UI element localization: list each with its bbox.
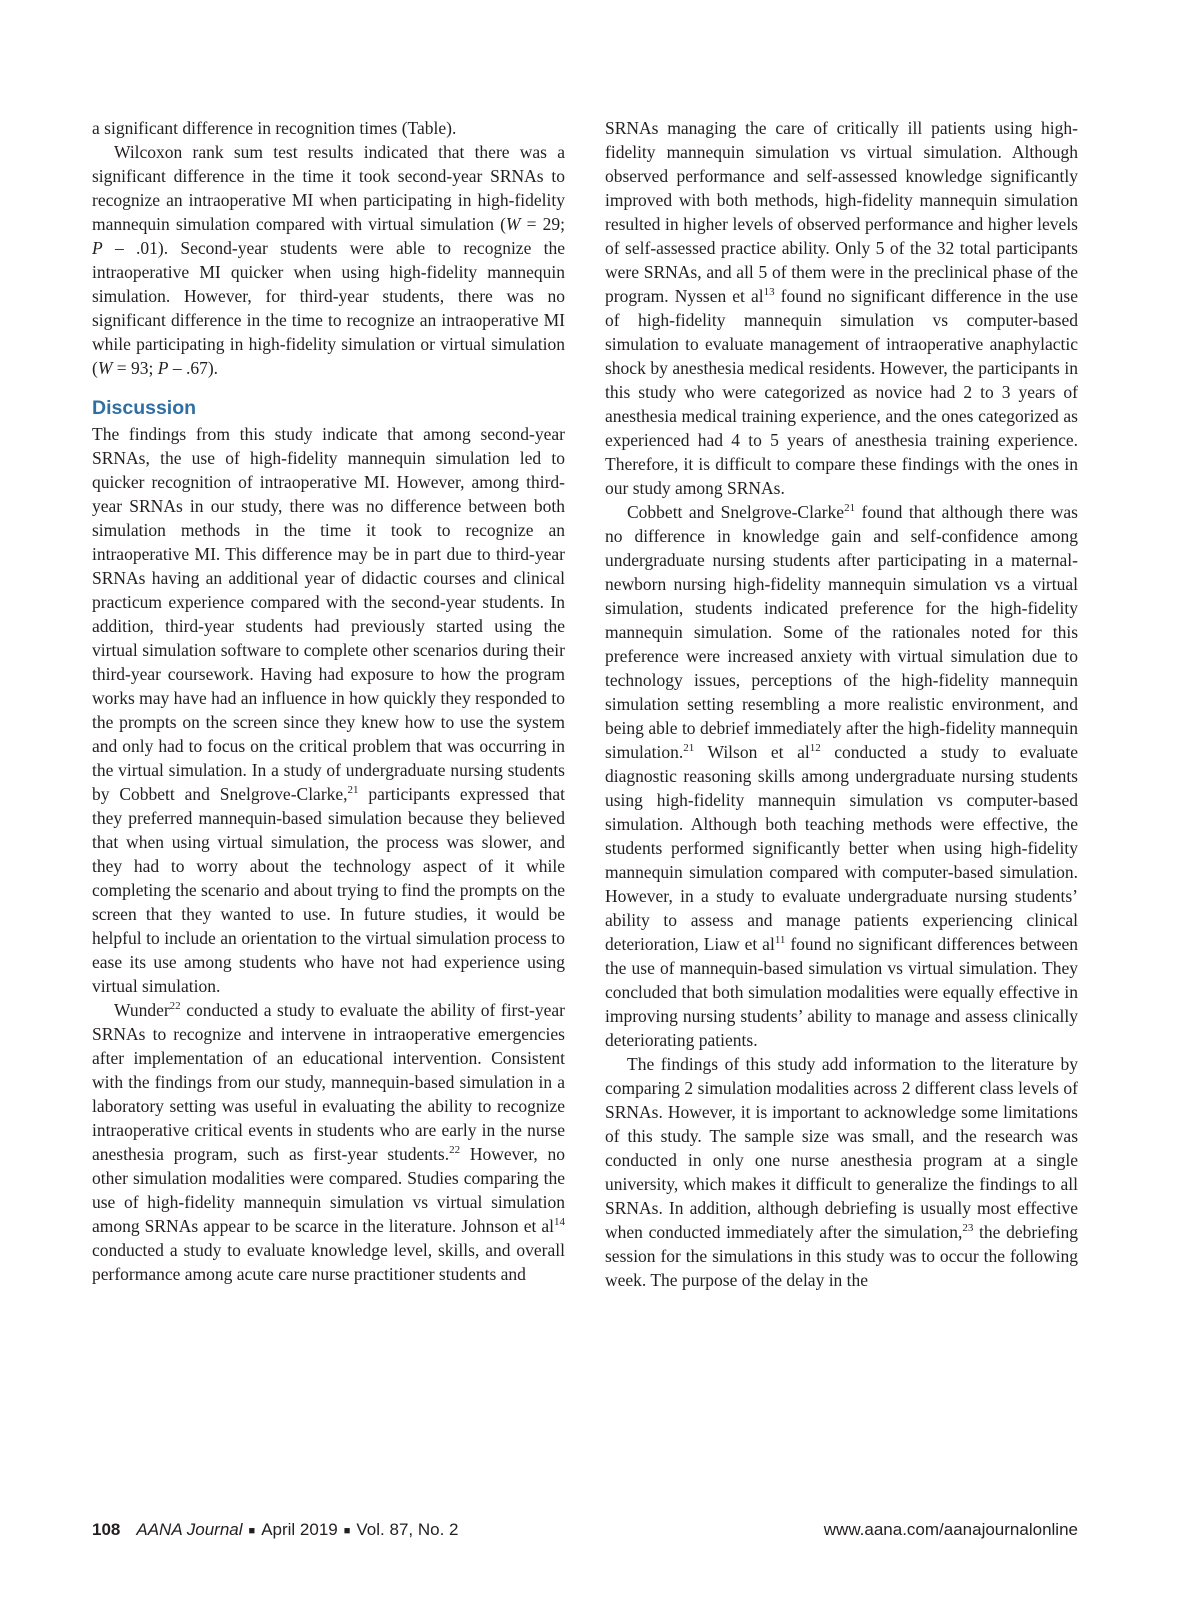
discussion-paragraph-4: Cobbett and Snelgrove-Clarke$^{21}$ found that although there was no difference in knowledge gain and self-confidence among undergraduate nursing students after participating in a maternal-newborn nursing high-fidelity mannequin simulation vs a virtual simulation, students indicated preference for the high-fidelity mannequin simulation. Some of the rationales noted for this preference were increased anxiety with virtual simulation due to technology issues, perceptions of the high-fidelity mannequin simulation setting resembling a more realistic environment, and being able to debrief immediately after the high-fidelity mannequin simulation.$^{21}$ Wilson et al$^{12}$ conducted a study to evaluate diagnostic reasoning skills among undergraduate nursing students using high-fidelity mannequin simulation vs computer-based simulation. Although both teaching methods were effective, the students performed significantly better when using high-fidelity mannequin simulation compared with computer-based simulation. However, in a study to evaluate undergraduate nursing students’ ability to assess and manage patients experiencing clinical deterioration, Liaw et al$^{11}$ found no significant differences between the use of mannequin-based simulation vs virtual simulation. They concluded that both simulation modalities were equally effective in improving nursing students’ ability to manage and assess clinically deteriorating patients. bbox=[605, 502, 1078, 1050]
right-column bbox=[605, 116, 1078, 1292]
citation: 22 bbox=[449, 1144, 461, 1157]
citation: 22 bbox=[169, 1000, 181, 1013]
discussion-heading: Discussion bbox=[92, 397, 197, 419]
citation: 14 bbox=[554, 1216, 565, 1229]
page-number: 108 bbox=[92, 1520, 121, 1539]
page-footer bbox=[92, 1520, 1078, 1540]
journal-name: AANA Journal bbox=[136, 1520, 243, 1539]
discussion-paragraph-3: SRNAs managing the care of critically ill patients using high-fidelity mannequin simulation vs virtual simulation. Although observed performance and self-assessed knowledge significantly improved with both methods, high-fidelity mannequin simulation resulted in higher levels of observed performance and higher levels of self-assessed practice ability. Only 5 of the 32 total participants were SRNAs, and all 5 of them were in the preclinical phase of the program. Nyssen et al$^{13}$ found no significant difference in the use of high-fidelity mannequin simulation vs computer-based simulation to evaluate management of intraoperative anaphylactic shock by anesthesia medical residents. However, the participants in this study who were categorized as novice had 2 to 3 years of anesthesia medical training experience, and the ones categorized as experienced had 4 to 5 years of anesthesia training experience. Therefore, it is difficult to compare these findings with the ones in our study among SRNAs. bbox=[605, 118, 1078, 498]
citation: 12 bbox=[809, 742, 821, 755]
issue-date: April 2019 bbox=[261, 1520, 338, 1539]
separator-square-icon: ■ bbox=[343, 1525, 351, 1537]
citation: 11 bbox=[774, 934, 786, 947]
citation: 21 bbox=[844, 502, 856, 515]
citation: 13 bbox=[763, 286, 775, 299]
results-paragraph-end: a significant difference in recognition times (Table). bbox=[92, 118, 457, 138]
limitations-paragraph: The findings of this study add information to the literature by comparing 2 simulation modalities across 2 different class levels of SRNAs. However, it is important to acknowledge some limitations of this study. The sample size was small, and the research was conducted in only one nurse anesthesia program at a single university, which makes it difficult to generalize the findings to all SRNAs. In addition, although debriefing is usually most effective when conducted immediately after the simulation,$^{23}$ the debriefing session for the simulations in this study was to occur the following week. The purpose of the delay in the bbox=[605, 1054, 1078, 1290]
citation: 21 bbox=[347, 784, 359, 797]
citation: 21 bbox=[683, 742, 695, 755]
separator-square-icon: ■ bbox=[248, 1525, 256, 1537]
volume-info: Vol. 87, No. 2 bbox=[356, 1520, 459, 1539]
journal-url[interactable]: www.aana.com/aanajournalonline bbox=[823, 1520, 1078, 1539]
wilcoxon-paragraph: Wilcoxon rank sum test results indicated that there was a significant difference in the time it took second-year SRNAs to recognize an intraoperative MI when participating in high-fidelity mannequin simulation compared with virtual simulation (W = 29; P – .01). Second-year students were able to recognize the intraoperative MI quicker when using high-fidelity mannequin simulation. However, for third-year students, there was no significant difference in the time to recognize an intraoperative MI while participating in high-fidelity simulation or virtual simulation (W = 93; P – .67). bbox=[92, 142, 565, 378]
discussion-paragraph-1: The findings from this study indicate that among second-year SRNAs, the use of high-fidelity mannequin simulation led to quicker recognition of intraoperative MI. However, among third-year SRNAs in our study, there was no difference between both simulation methods in the time it took to recognize an intraoperative MI. This difference may be in part due to third-year SRNAs having an additional year of didactic courses and clinical practicum experience compared with the second-year students. In addition, third-year students had previously started using the virtual simulation software to complete other scenarios during their third-year coursework. Having had exposure to how the program works may have had an influence in how quickly they responded to the prompts on the screen since they knew how to use the system and only had to focus on the critical problem that was occurring in the virtual simulation. In a study of undergraduate nursing students by Cobbett and Snelgrove-Clarke,$^{21}$ participants expressed that they preferred mannequin-based simulation because they believed that when using virtual simulation, the process was slower, and they had to worry about the technology aspect of it while completing the scenario and about trying to find the prompts on the screen that they wanted to use. In future studies, it would be helpful to include an orientation to the virtual simulation process to ease its use among students who have not had experience using virtual simulation. bbox=[92, 424, 565, 996]
citation: 23 bbox=[962, 1222, 974, 1235]
discussion-paragraph-2: Wunder$^{22}$ conducted a study to evaluate the ability of first-year SRNAs to recognize and intervene in intraoperative emergencies after implementation of an educational intervention. Consistent with the findings from our study, mannequin-based simulation in a laboratory setting was useful in evaluating the ability to recognize intraoperative critical events in students who are early in the nurse anesthesia program, such as first-year students.$^{22}$ However, no other simulation modalities were compared. Studies comparing the use of high-fidelity mannequin simulation vs virtual simulation among SRNAs appear to be scarce in the literature. Johnson et al$^{14}$ conducted a study to evaluate knowledge level, skills, and overall performance among acute care nurse practitioner students and bbox=[92, 1000, 565, 1284]
left-column bbox=[92, 116, 565, 1286]
